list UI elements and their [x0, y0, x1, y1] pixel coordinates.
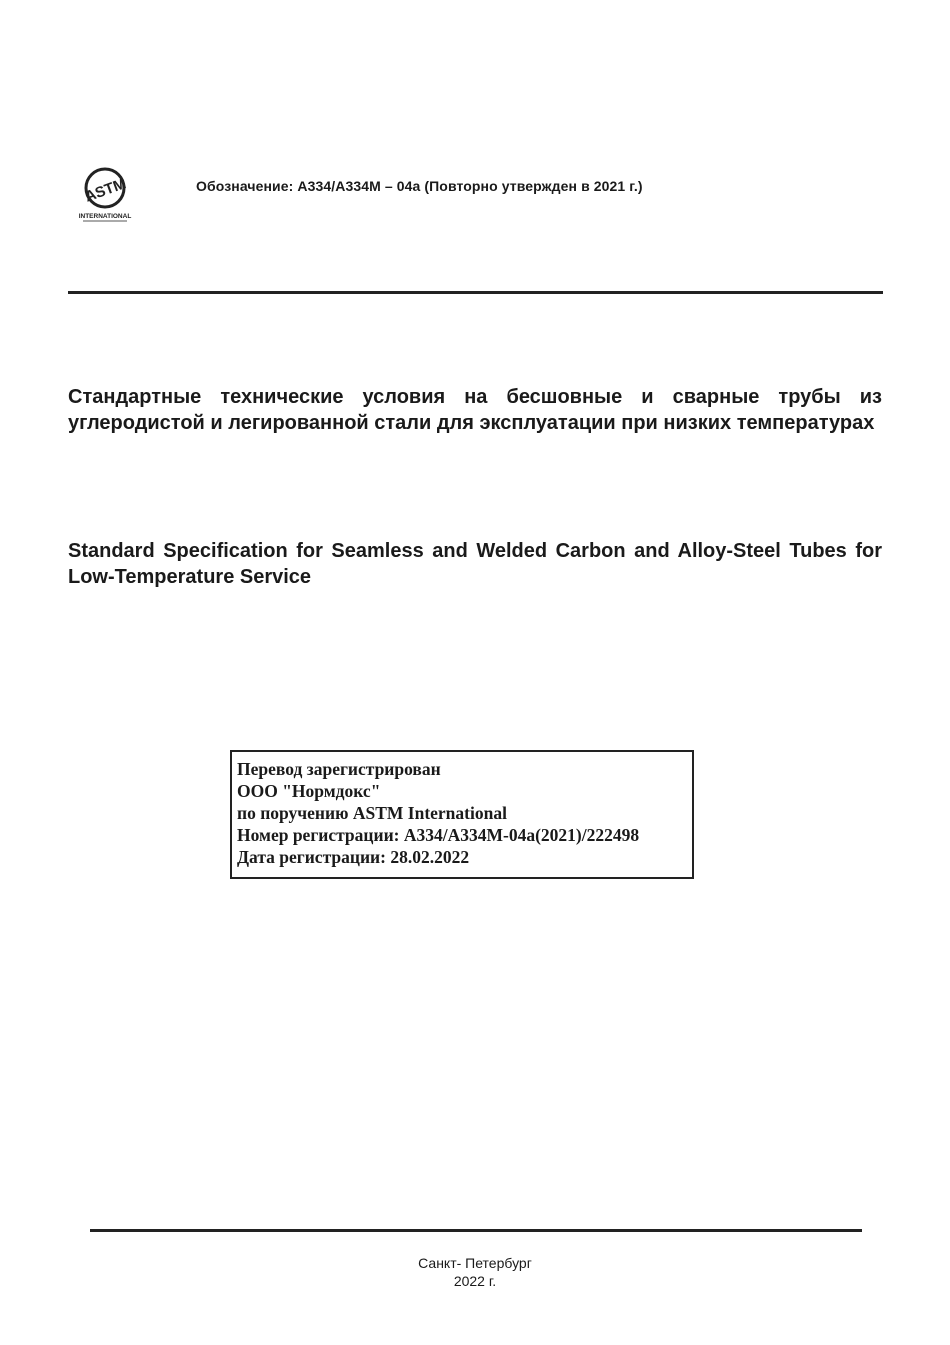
registration-box: [230, 750, 694, 879]
registration-line-2: ООО "Нормдокс": [237, 781, 381, 801]
registration-date: Дата регистрации: 28.02.2022: [237, 847, 470, 867]
registration-line-3: по поручению ASTM International: [237, 803, 507, 823]
title-russian: Стандартные технические условия на бесшовные и сварные трубы из углеродистой и легированной стали для эксплуатации при низких температурах: [68, 386, 882, 434]
footer-city: Санкт- Петербург: [418, 1255, 532, 1271]
svg-text:INTERNATIONAL: INTERNATIONAL: [78, 213, 132, 220]
footer: [0, 1254, 950, 1290]
top-divider: [68, 291, 883, 294]
astm-logo-icon: [78, 165, 132, 223]
bottom-divider: [90, 1229, 862, 1232]
title-english: Standard Specification for Seamless and Welded Carbon and Alloy-Steel Tubes for Low-Temperature Service: [68, 540, 882, 588]
svg-text:ASTM: ASTM: [82, 175, 129, 206]
registration-number: Номер регистрации: A334/A334M-04a(2021)/222498: [237, 825, 640, 845]
designation-text: Обозначение: A334/A334M – 04a (Повторно утвержден в 2021 г.): [196, 178, 643, 194]
registration-line-1: Перевод зарегистрирован: [237, 759, 441, 779]
footer-year: 2022 г.: [453, 1273, 497, 1289]
